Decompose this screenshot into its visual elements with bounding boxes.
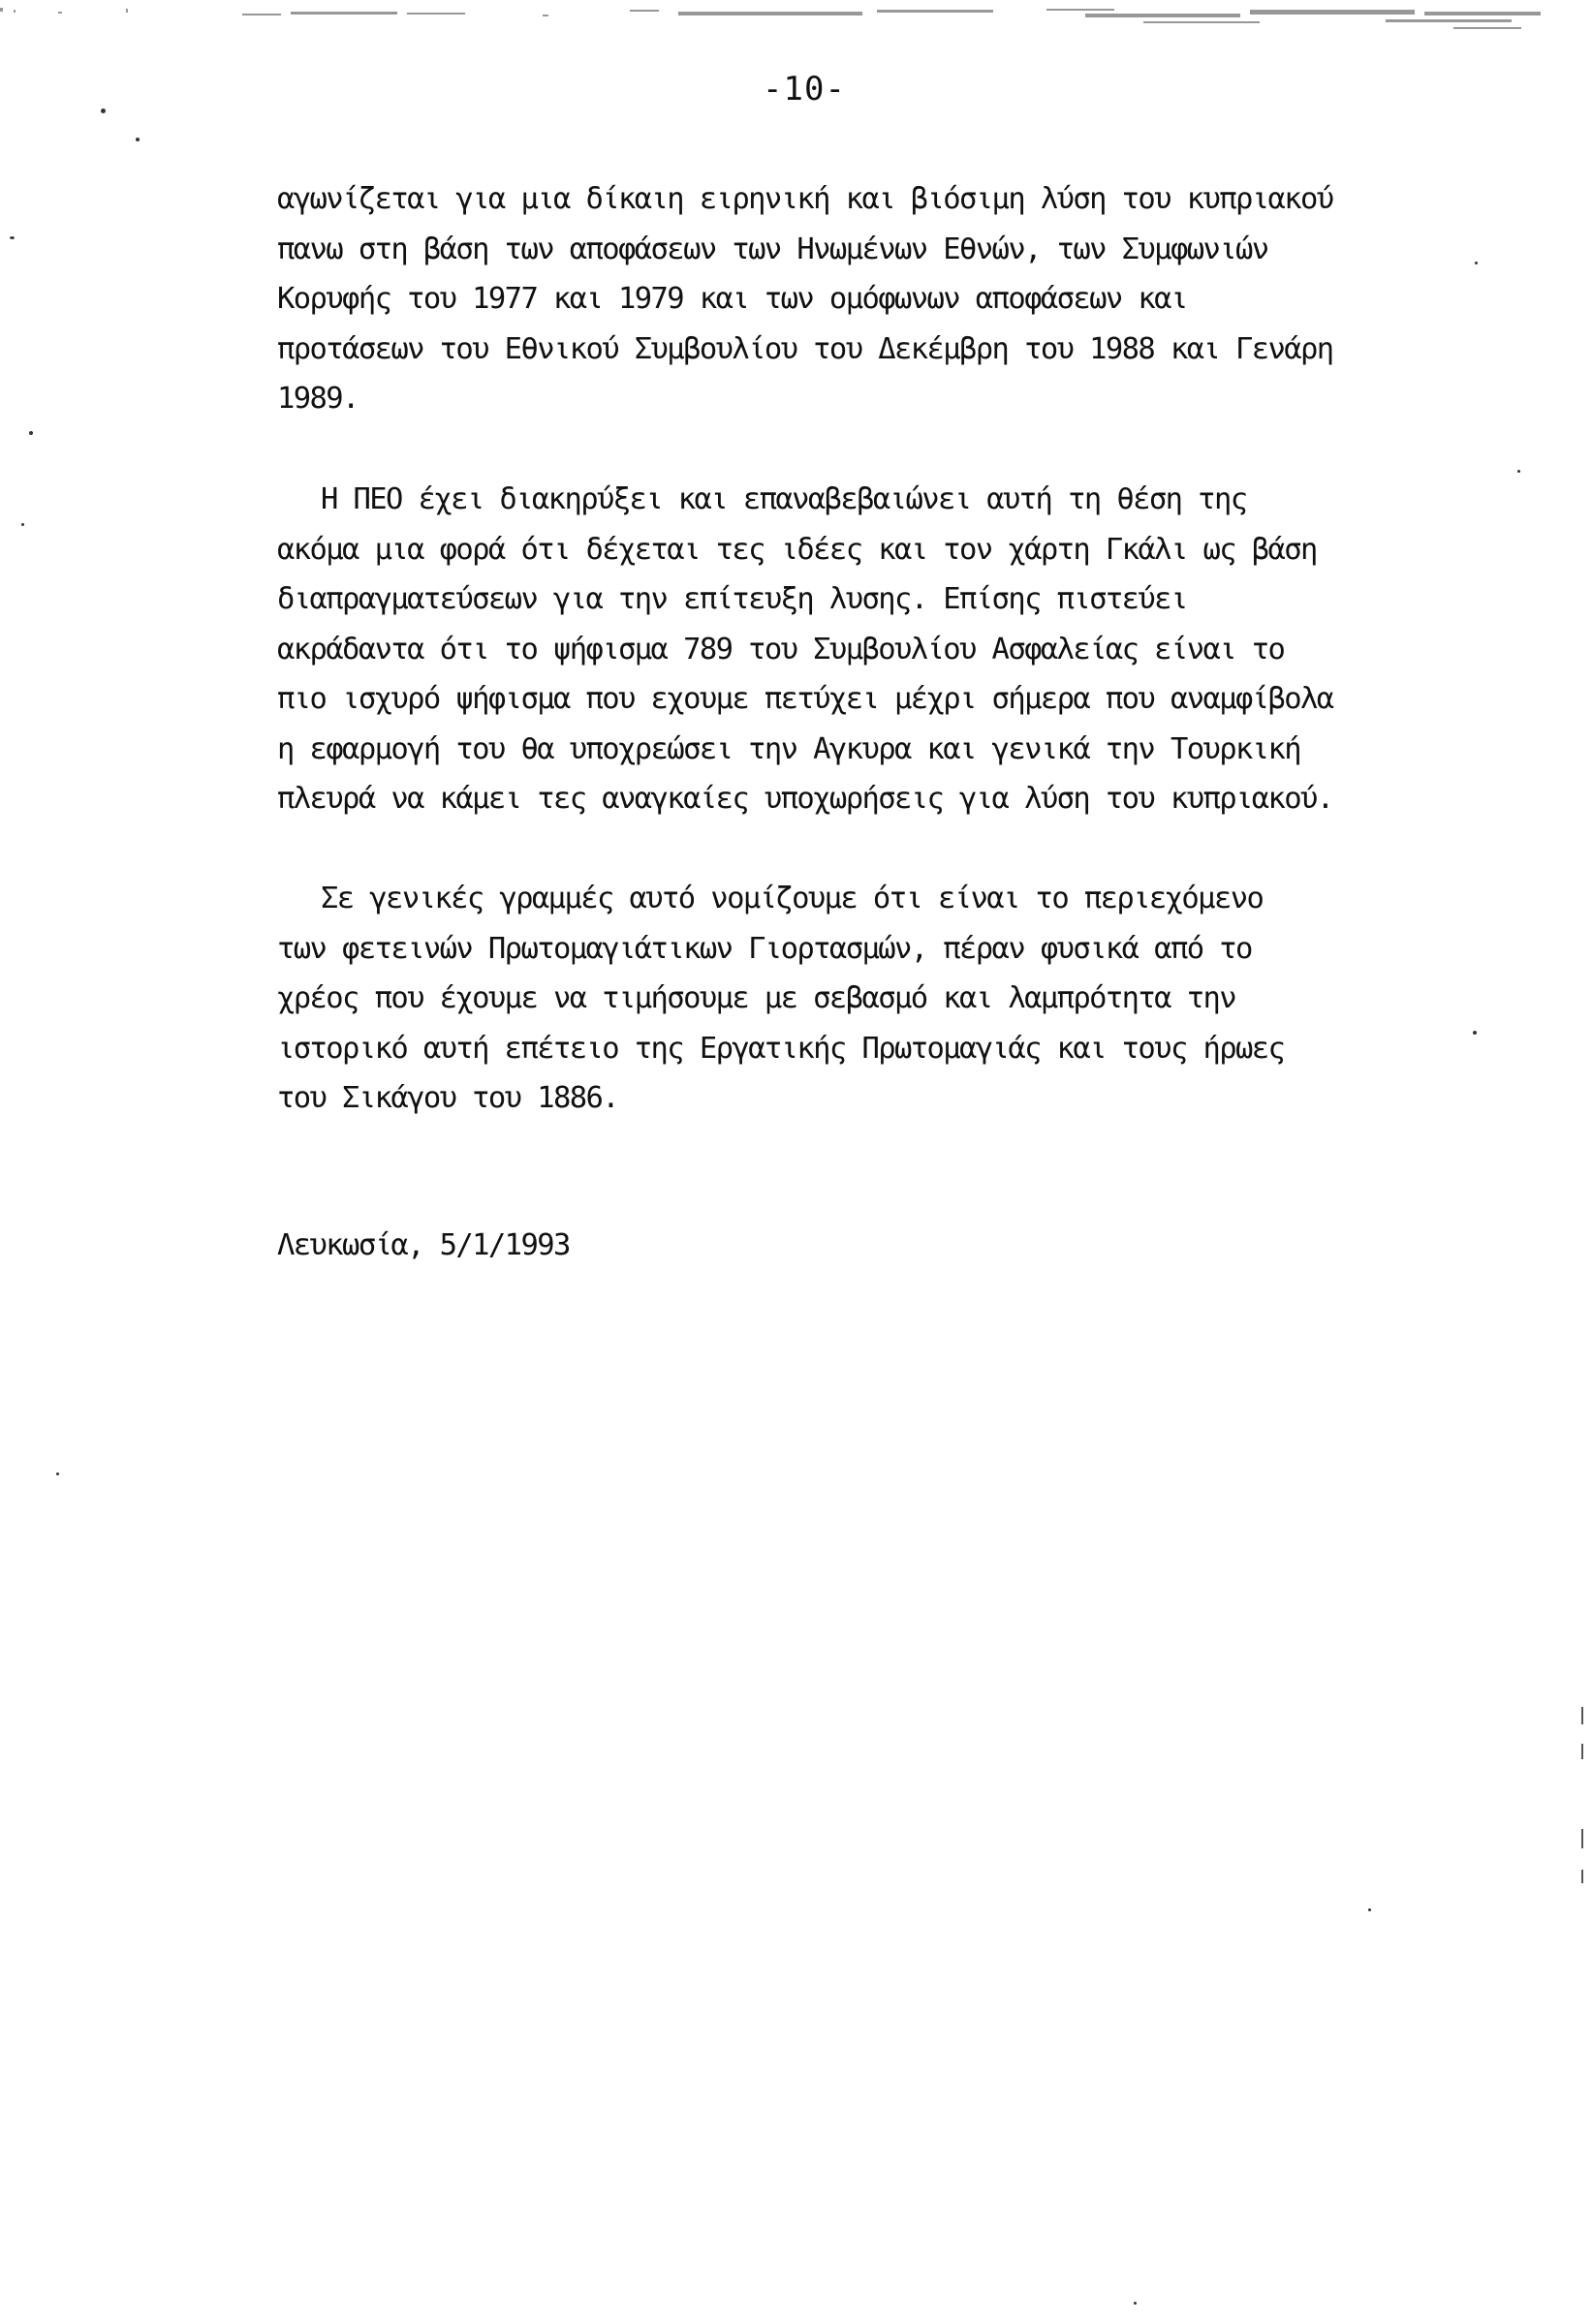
scan-speck [1473,1031,1477,1035]
place-date-signoff: Λευκωσία, 5/1/1993 [277,1228,570,1262]
scan-speck [101,108,106,113]
text-line: προτάσεων του Εθνικού Συμβουλίου του Δεκέμβρη του 1988 και Γενάρη [277,331,1333,366]
scan-edge-mark [1581,1870,1583,1883]
scan-edge-mark [1581,1744,1583,1759]
scan-speck [1475,262,1478,264]
text-line: Η ΠΕΟ έχει διακηρύξει και επαναβεβαιώνει αυτή τη θέση της [321,482,1247,516]
text-line: πιο ισχυρό ψήφισμα που εχουμε πετύχει μέχρι σήμερα που αναμφίβολα [277,682,1333,716]
paragraph-2 [277,475,1333,824]
text-line: διαπραγματεύσεων για την επίτευξη λυσης. Επίσης πιστεύει [277,582,1187,616]
text-line: ακόμα μια φορά ότι δέχεται τες ιδέες και τον χάρτη Γκάλι ως βάση [277,532,1317,567]
paragraph-1 [277,174,1333,424]
scan-edge-mark [1581,1707,1583,1724]
page-number: -10- [763,70,846,108]
text-line: 1989. [277,382,359,416]
scan-speck [56,1472,59,1475]
text-line: ιστορικό αυτή επέτειο της Εργατικής Πρωτομαγιάς και τους ήρωες [277,1031,1285,1066]
scan-noise-strip [0,0,1592,48]
text-line: Κορυφής του 1977 και 1979 και των ομόφωνων αποφάσεων και [277,282,1187,316]
scan-speck [1517,470,1520,473]
text-line: αγωνίζεται για μια δίκαιη ειρηνική και βιόσιμη λύση του κυπριακού [277,182,1333,216]
scan-speck [136,138,140,141]
scan-speck [1368,1908,1371,1911]
text-line: του Σικάγου του 1886. [277,1081,619,1115]
text-line: πλευρά να κάμει τες αναγκαίες υποχωρήσεις για λύση του κυπριακού. [277,782,1333,816]
text-line: η εφαρμογή του θα υποχρεώσει την Αγκυρα και γενικά την Τουρκική [277,731,1301,766]
text-line: Σε γενικές γραμμές αυτό νομίζουμε ότι είναι το περιεχόμενο [321,882,1264,915]
text-line: ακράδαντα ότι το ψήφισμα 789 του Συμβουλίου Ασφαλείας είναι το [277,632,1285,666]
text-line: των φετεινών Πρωτομαγιάτικων Γιορτασμών, πέραν φυσικά από το [277,931,1252,966]
text-line: πανω στη βάση των αποφάσεων των Ηνωμένων Εθνών, των Συμφωνιών [277,232,1268,266]
scan-speck [10,236,15,239]
text-line: χρέος που έχουμε να τιμήσουμε με σεβασμό και λαμπρότητα την [277,981,1235,1015]
scan-speck [21,523,24,526]
scan-speck [1134,2302,1137,2305]
scan-speck [29,431,33,435]
scan-edge-mark [1581,1829,1583,1848]
paragraph-3 [277,874,1324,1124]
